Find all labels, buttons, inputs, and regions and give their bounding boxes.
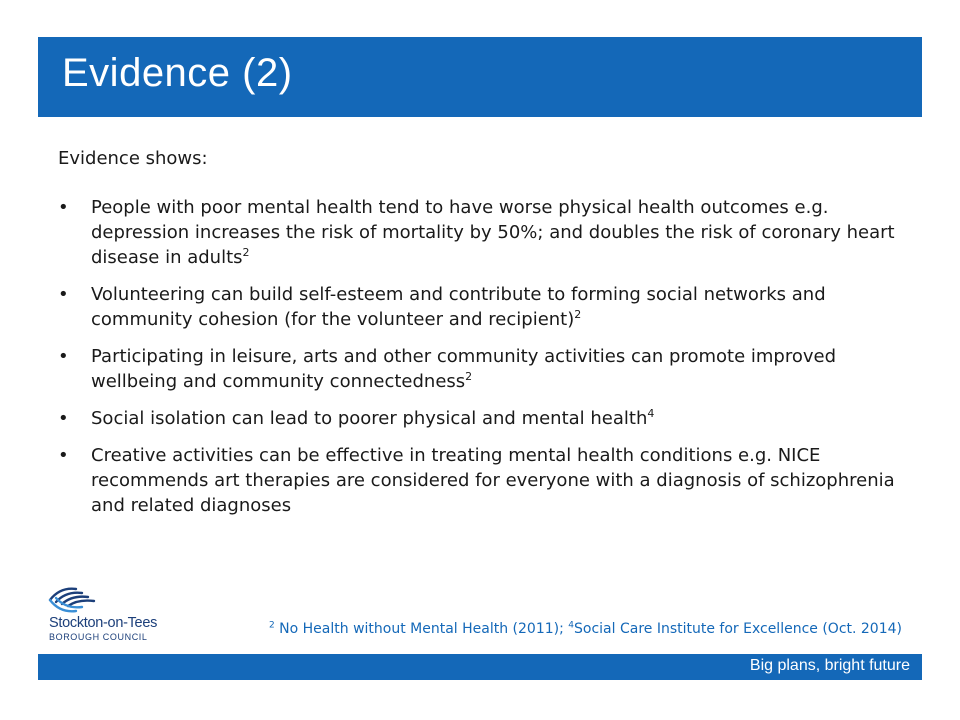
list-item [58, 443, 908, 518]
footnote-source-2: Social Care Institute for Excellence (Oct. 2014) [574, 621, 902, 637]
bullet-icon: • [58, 346, 69, 367]
bullet-icon: • [58, 197, 69, 218]
tagline: Big plans, bright future [749, 657, 910, 674]
logo-council: BOROUGH COUNCIL [49, 632, 148, 642]
reference-superscript: 2 [242, 246, 250, 259]
footnote-ref-2: 2 [268, 620, 275, 631]
list-item [58, 195, 908, 270]
title-bar [38, 37, 922, 117]
bullet-text: Creative activities can be effective in treating mental health conditions e.g. NICE recommends art therapies are considered for everyone with a diagnosis of schizophrenia and related diagnoses [91, 445, 895, 516]
bullet-text: Social isolation can lead to poorer physical and mental health [91, 408, 648, 429]
bullet-text: Volunteering can build self-esteem and contribute to forming social networks and community cohesion (for the volunteer and recipient) [91, 284, 826, 330]
footnote-ref-4: 4 [568, 620, 574, 631]
bullet-text: Participating in leisure, arts and other community activities can promote improved wellbeing and community connectedness [91, 346, 836, 392]
bullet-text: People with poor mental health tend to have worse physical health outcomes e.g. depression increases the risk of mortality by 50%; and doubles the risk of coronary heart disease in adults [91, 197, 895, 268]
footer-bar [38, 654, 922, 680]
bullet-icon: • [58, 408, 69, 429]
reference-superscript: 2 [574, 308, 582, 321]
list-item [58, 406, 908, 431]
evidence-list [58, 195, 908, 518]
bullet-icon: • [58, 284, 69, 305]
list-item [58, 344, 908, 394]
river-waves-icon [46, 583, 106, 617]
footnote-source-1: No Health without Mental Health (2011); [274, 621, 569, 637]
list-item [58, 282, 908, 332]
logo-name: Stockton-on-Tees [49, 615, 158, 631]
bullet-icon: • [58, 445, 69, 466]
reference-superscript: 4 [647, 407, 655, 420]
council-logo [46, 583, 176, 647]
footnote [269, 621, 902, 637]
slide-content [58, 146, 908, 530]
page-title: Evidence (2) [62, 51, 293, 95]
reference-superscript: 2 [465, 370, 473, 383]
intro-text: Evidence shows: [58, 148, 208, 169]
